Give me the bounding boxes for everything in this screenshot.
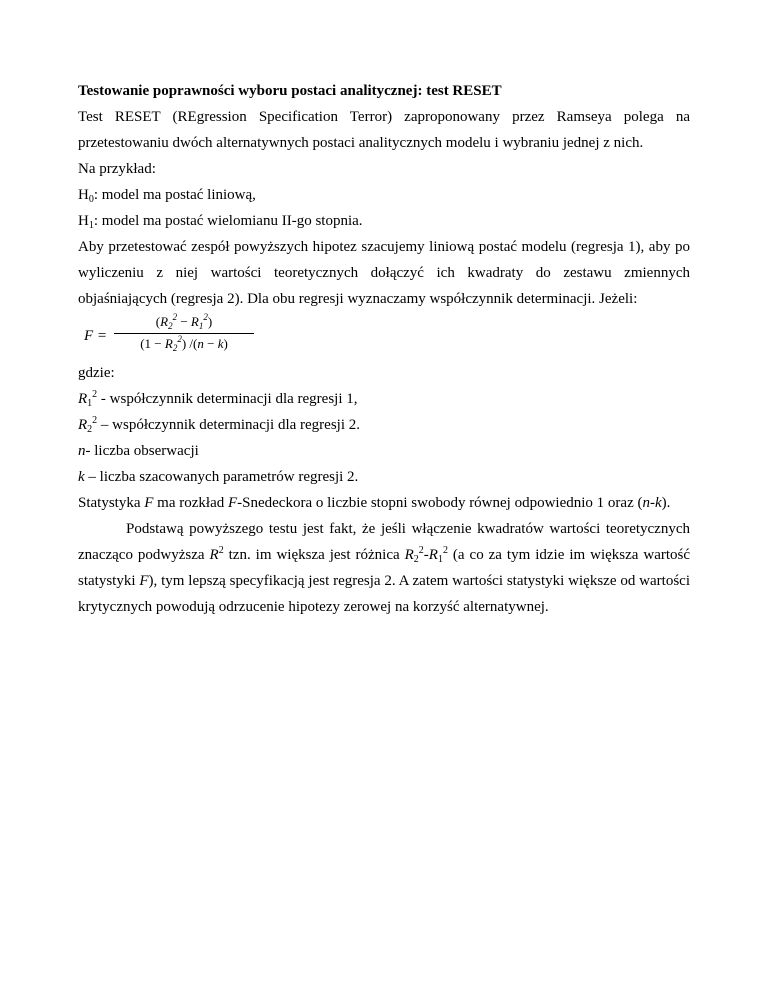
num-r2-sup: 2 <box>172 312 178 322</box>
formula-lhs: F = <box>84 328 108 344</box>
definition-r2 <box>78 412 690 438</box>
formula-fraction <box>114 312 254 354</box>
def-r1-text: - współczynnik determinacji dla regresji 1, <box>97 391 358 407</box>
basis-r-sup: 2 <box>218 545 224 556</box>
formula-denominator <box>114 334 254 354</box>
method-paragraph: Aby przetestować zespół powyższych hipotez szacujemy liniową postać modelu (regresja 1), aby po wyliczeniu z niej wartości teoretycznych dołączyć ich kwadraty do zestawu zmiennych objaśniających (regresja 2). Dla obu regresji wyznaczamy współczynnik determinacji. Jeżeli: <box>78 239 690 307</box>
h1-text: : model ma postać wielomianu II-go stopnia. <box>93 213 363 229</box>
num-minus: − <box>177 314 191 329</box>
basis-rb-sub: 1 <box>437 554 443 565</box>
basis-r: R <box>209 547 219 563</box>
document-page <box>78 78 690 620</box>
hypothesis-h0 <box>78 182 690 208</box>
def-n-symbol: n <box>78 443 86 459</box>
def-r2-sub: 2 <box>87 424 93 435</box>
where-label: gdzie: <box>78 365 115 381</box>
section-title: Testowanie poprawności wyboru postaci analitycznej: test RESET <box>78 83 502 99</box>
intro-paragraph: Test RESET (REgression Specification Terror) zaproponowany przez Ramseya polega na przetestowaniu dwóch alternatywnych postaci analitycznych modelu i wybraniu jednej z nich. <box>78 109 690 151</box>
basis-ra-sub: 2 <box>413 554 419 565</box>
h0-text: : model ma postać liniową, <box>93 187 256 203</box>
stat-text-3: -Snedeckora o liczbie stopni swobody równej odpowiednio 1 oraz ( <box>237 495 643 511</box>
stat-f2: F <box>227 495 238 511</box>
den-n: n <box>197 336 204 351</box>
num-r1: R <box>190 314 199 329</box>
stat-text-2: ma rozkład <box>153 495 228 511</box>
def-n-text: - liczba obserwacji <box>85 443 199 459</box>
def-k-symbol: k <box>78 469 85 485</box>
example-label: Na przykład: <box>78 161 156 177</box>
formula-numerator <box>114 312 254 334</box>
hypothesis-h1 <box>78 208 690 234</box>
h1-symbol: H <box>78 213 89 229</box>
den-minus: − <box>203 336 218 351</box>
num-r1-sub: 1 <box>198 321 204 331</box>
basis-paragraph <box>78 516 690 620</box>
def-r2-symbol: R <box>78 417 88 433</box>
den-open: (1 − <box>140 336 165 351</box>
basis-f: F <box>139 573 149 589</box>
basis-rb: R <box>428 547 438 563</box>
basis-text-4: ), tym lepszą specyfikacją jest regresja 2. A zatem wartości statystyki większe od wartości krytycznych powodują odrzucenie hipotezy zerowej na korzyść alternatywnej. <box>78 573 690 615</box>
num-r2: R <box>160 314 169 329</box>
den-r-sub: 2 <box>172 343 178 353</box>
basis-text-1: Podstawą powyższego testu jest fakt, że jeśli włączenie kwadratów wartości teoretycznych znacząco podwyższa <box>78 521 690 563</box>
def-r2-sup: 2 <box>92 415 98 426</box>
def-r2-text: – współczynnik determinacji dla regresji 2. <box>97 417 361 433</box>
def-k-text: – liczba szacowanych parametrów regresji 2. <box>84 469 359 485</box>
h0-subscript: 0 <box>88 194 94 205</box>
f-statistic-formula <box>78 312 690 356</box>
stat-text-4: ). <box>661 495 671 511</box>
num-open-paren: ( <box>155 314 161 329</box>
num-r1-sup: 2 <box>203 312 208 322</box>
stat-nk: n-k <box>642 495 662 511</box>
def-r1-symbol: R <box>78 391 88 407</box>
def-r1-sup: 2 <box>92 389 98 400</box>
h0-symbol: H <box>78 187 89 203</box>
num-r2-sub: 2 <box>168 321 173 331</box>
basis-ra-sup: 2 <box>418 545 424 556</box>
def-r1-sub: 1 <box>87 398 93 409</box>
h1-subscript: 1 <box>88 220 94 231</box>
definition-k <box>78 464 690 490</box>
basis-rb-sup: 2 <box>442 545 448 556</box>
basis-dash: - <box>423 547 429 563</box>
den-close: ) <box>223 336 228 351</box>
den-k: k <box>217 336 224 351</box>
definition-n <box>78 438 690 464</box>
den-r-sup: 2 <box>177 334 182 344</box>
definition-r1 <box>78 386 690 412</box>
basis-text-2: tzn. im większa jest różnica <box>223 547 405 563</box>
den-mid: ) /( <box>181 336 198 351</box>
stat-text-1: Statystyka <box>78 495 145 511</box>
num-close-paren: ) <box>207 314 213 329</box>
basis-text-3: (a co za tym idzie im większa wartość statystyki <box>78 547 691 589</box>
basis-ra: R <box>404 547 414 563</box>
statistic-paragraph <box>78 490 690 516</box>
den-r: R <box>164 336 173 351</box>
stat-f1: F <box>144 495 154 511</box>
